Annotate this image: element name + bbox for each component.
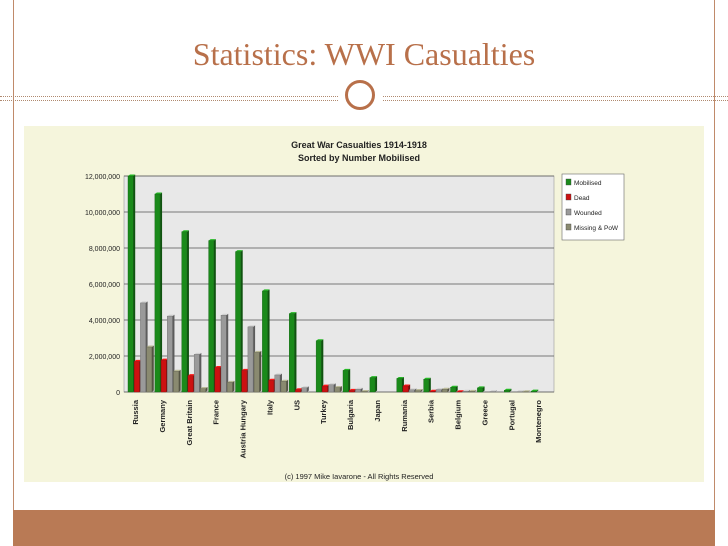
bar-mobilised: [209, 241, 214, 392]
chart-subtitle: Sorted by Number Mobilised: [297, 153, 421, 163]
x-category-label: Bulgaria: [346, 400, 355, 431]
bar-side: [294, 312, 296, 392]
bar-dead: [215, 368, 220, 392]
bar-wounded: [302, 388, 307, 392]
bar-side: [429, 378, 431, 392]
y-tick-label: 8,000,000: [88, 246, 120, 253]
bar-dead: [430, 391, 435, 392]
y-tick-label: 6,000,000: [88, 282, 120, 289]
chart-panel: [24, 126, 704, 482]
bar-wounded: [409, 390, 414, 392]
bar-wounded: [329, 385, 334, 392]
legend-label: Dead: [574, 195, 590, 202]
bar-side: [286, 380, 288, 392]
bar-wounded: [221, 315, 226, 392]
casualties-chart: [24, 126, 704, 482]
frame-left-line: [13, 0, 14, 546]
bar-wounded: [463, 391, 468, 392]
bar-mobilised: [531, 391, 536, 392]
x-category-label: Italy: [265, 400, 275, 416]
bar-side: [268, 289, 270, 392]
x-category-label: Serbia: [426, 400, 436, 423]
bar-wounded: [167, 316, 172, 392]
x-category-label: US: [292, 400, 302, 411]
bar-side: [187, 230, 189, 392]
bar-missing-pow: [200, 389, 205, 392]
y-tick-label: 4,000,000: [88, 318, 120, 325]
x-category-label: Russia: [131, 400, 140, 425]
bar-side: [179, 370, 181, 392]
bar-side: [375, 376, 377, 392]
bar-mobilised: [155, 194, 160, 392]
bar-dead: [242, 370, 247, 392]
bar-mobilised: [262, 291, 267, 392]
x-category-label: Great Britain: [184, 400, 194, 446]
bar-wounded: [194, 354, 199, 392]
y-tick-label: 10,000,000: [84, 210, 120, 217]
y-tick-label: 12,000,000: [84, 174, 120, 181]
bar-missing-pow: [335, 388, 340, 393]
bar-wounded: [275, 375, 280, 392]
bar-missing-pow: [469, 391, 474, 392]
bar-missing-pow: [442, 389, 447, 392]
x-category-label: Germany: [157, 400, 167, 433]
bar-dead: [134, 361, 139, 392]
bar-dead: [295, 390, 300, 392]
y-tick-label: 2,000,000: [88, 354, 120, 361]
bar-mobilised: [424, 379, 429, 392]
y-tick-label: 0: [116, 390, 120, 397]
circle-ornament-icon: [345, 80, 375, 110]
bar-side: [232, 381, 234, 392]
x-category-label: Austria Hungary: [238, 400, 248, 459]
bar-side: [133, 175, 135, 393]
x-category-label: Japan: [372, 400, 382, 422]
bar-wounded: [436, 390, 441, 392]
bar-dead: [403, 386, 408, 392]
bar-missing-pow: [147, 347, 152, 392]
x-category-label: Montenegro: [534, 400, 544, 443]
bar-side: [152, 346, 154, 393]
bar-dead: [322, 386, 327, 392]
x-category-label: Belgium: [453, 400, 463, 430]
bar-missing-pow: [173, 371, 178, 392]
x-category-label: Greece: [480, 400, 490, 426]
bar-mobilised: [397, 379, 402, 393]
bar-mobilised: [504, 390, 509, 392]
bar-missing-pow: [415, 391, 420, 392]
legend-label: Mobilised: [574, 180, 602, 187]
bar-side: [321, 339, 323, 392]
x-category-label: Rumania: [399, 400, 409, 432]
chart-title: Great War Casualties 1914-1918: [291, 140, 427, 150]
bar-mobilised: [316, 341, 321, 392]
slide-title: Statistics: WWI Casualties: [192, 36, 536, 72]
bar-mobilised: [236, 252, 241, 392]
bar-dead: [269, 380, 274, 392]
legend-swatch: [566, 224, 571, 230]
x-category-label: Turkey: [319, 400, 329, 425]
bar-mobilised: [343, 370, 348, 392]
x-category-label: Portugal: [507, 400, 517, 431]
legend-swatch: [566, 194, 571, 200]
bar-side: [348, 369, 350, 392]
bar-mobilised: [477, 388, 482, 392]
bar-missing-pow: [227, 382, 232, 392]
bar-wounded: [355, 389, 360, 392]
bar-side: [199, 353, 201, 392]
legend-label: Missing & PoW: [574, 225, 619, 232]
bar-wounded: [248, 327, 253, 392]
bar-mobilised: [370, 378, 375, 392]
bar-dead: [161, 360, 166, 392]
bar-mobilised: [128, 176, 133, 392]
bar-dead: [188, 376, 193, 392]
bar-side: [226, 314, 228, 392]
bar-dead: [349, 390, 354, 392]
legend-label: Wounded: [574, 210, 602, 217]
bar-mobilised: [182, 232, 187, 392]
legend-swatch: [566, 179, 571, 185]
chart-credit: (c) 1997 Mike Iavarone - All Rights Reserved: [284, 472, 434, 481]
bar-missing-pow: [281, 381, 286, 392]
frame-right-line: [714, 0, 715, 546]
bar-missing-pow: [254, 352, 259, 392]
bar-mobilised: [289, 314, 294, 392]
bottom-accent-bar: [13, 510, 715, 546]
bar-wounded: [140, 303, 145, 392]
bar-mobilised: [451, 387, 456, 392]
x-category-label: France: [211, 400, 221, 425]
bar-side: [259, 351, 261, 392]
legend-swatch: [566, 209, 571, 215]
